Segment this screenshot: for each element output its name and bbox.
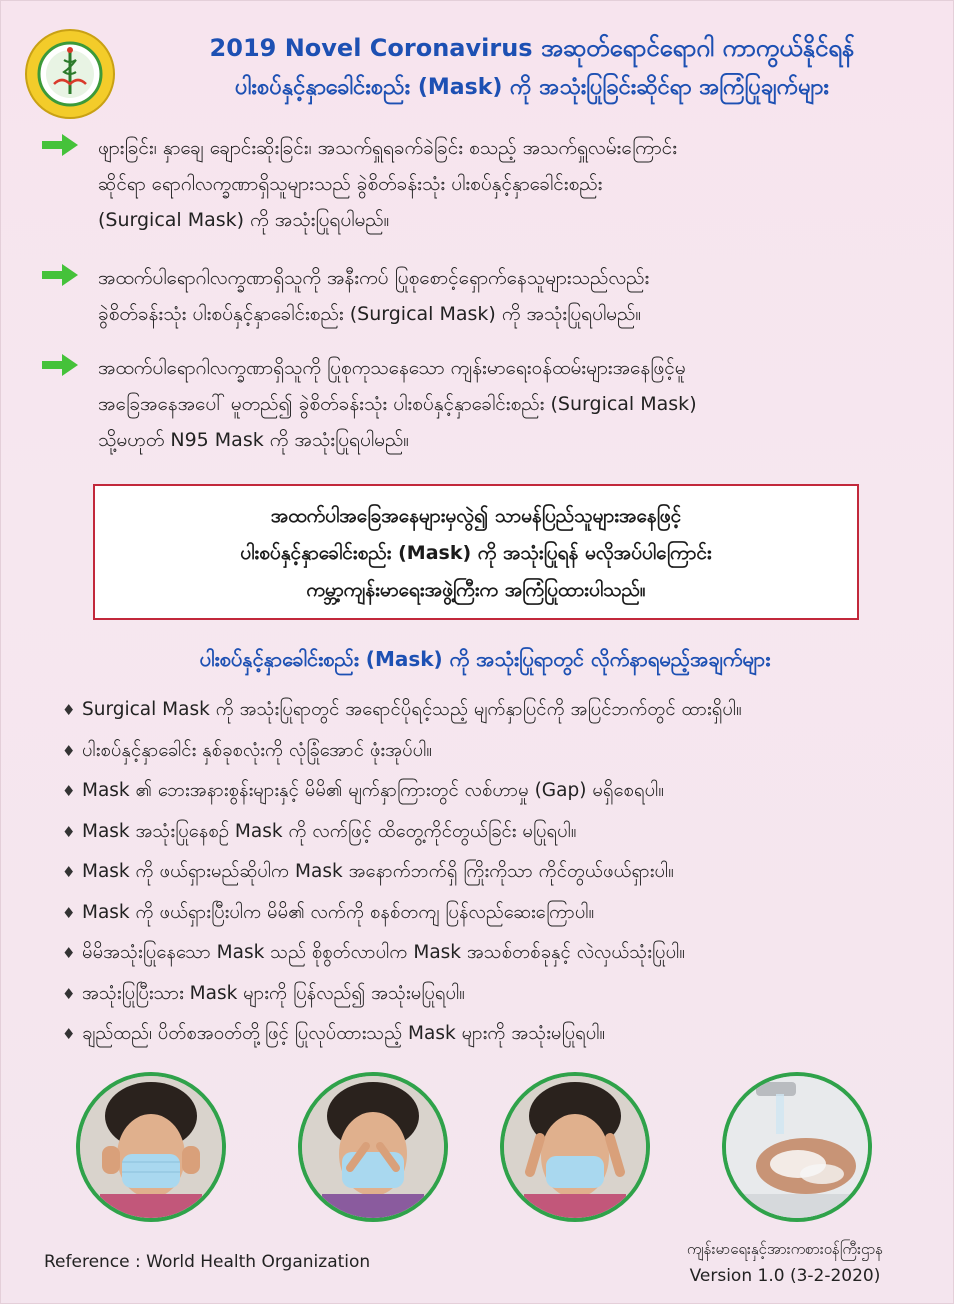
recommendation-3-line: သို့မဟုတ် N95 Mask ကို အသုံးပြုရပါမည်။ <box>98 429 410 451</box>
recommendation-1-line: ဆိုင်ရာ ရောဂါလက္ခဏာရှိသူများသည် ခွဲစိတ်ခန်းသုံး ပါးစပ်နှင့်နှာခေါင်းစည်း <box>98 173 603 195</box>
poster-title <box>122 30 942 106</box>
diamond-bullet-icon: ♦ <box>62 701 76 719</box>
notice-line: အထက်ပါအခြေအနေများမှလွဲ၍ သာမန်ပြည်သူများအနေဖြင့် <box>270 505 682 527</box>
photo-fitting-nose-strip <box>298 1072 448 1222</box>
tips-list <box>62 690 942 1055</box>
recommendation-2-line: ခွဲစိတ်ခန်းသုံး ပါးစပ်နှင့်နှာခေါင်းစည်း (Surgical Mask) ကို အသုံးပြုရပါမည်။ <box>98 303 642 325</box>
photo-putting-on-mask <box>76 1072 226 1222</box>
ministry-seal-icon <box>24 28 116 120</box>
green-arrow-icon <box>42 264 78 286</box>
reference-text: Reference : World Health Organization <box>44 1252 371 1272</box>
tip-item <box>62 812 942 853</box>
diamond-bullet-icon: ♦ <box>62 741 76 760</box>
tip-text: ချည်ထည်၊ ပိတ်စအဝတ်တို့ဖြင့် ပြုလုပ်ထားသည့် Mask များကို အသုံးမပြုရပါ။ <box>82 1023 606 1044</box>
tip-text: Mask ကို ဖယ်ရှားမည်ဆိုပါက Mask အနောက်ဘက်ရှိ ကြိုးကိုသာ ကိုင်တွယ်ဖယ်ရှားပါ။ <box>82 861 674 882</box>
tips-heading: ပါးစပ်နှင့်နှာခေါင်းစည်း (Mask) ကို အသုံးပြုရာတွင် လိုက်နာရမည့်အချက်များ <box>199 647 771 671</box>
tip-text: Mask ကို ဖယ်ရှားပြီးပါက မိမိ၏ လက်ကို စနစ်တကျ ပြန်လည်ဆေးကြောပါ။ <box>82 901 595 923</box>
diamond-bullet-icon: ♦ <box>62 1025 76 1043</box>
recommendation-1-line: ဖျားခြင်း၊ နှာချေ ချောင်းဆိုးခြင်း၊ အသက်ရှူရခက်ခဲခြင်း စသည့် အသက်ရှူလမ်းကြောင်း <box>98 137 678 159</box>
diamond-bullet-icon: ♦ <box>62 782 76 800</box>
tip-text: Surgical Mask ကို အသုံးပြုရာတွင် အရောင်ပိုရင့်သည့် မျက်နှာပြင်ကို အပြင်ဘက်တွင် ထားရှိပါ။ <box>82 699 742 720</box>
tip-item <box>62 974 942 1015</box>
photo-removing-mask-by-ear-loops <box>500 1072 650 1222</box>
tip-text: Mask ၏ ဘေးအနားစွန်းများနှင့် မိမိ၏ မျက်နှာကြားတွင် လစ်ဟာမှု (Gap) မရှိစေရပါ။ <box>82 780 664 801</box>
diamond-bullet-icon: ♦ <box>62 822 76 841</box>
recommendation-1 <box>42 130 922 238</box>
title-line-2: ပါးစပ်နှင့်နှာခေါင်းစည်း (Mask) ကို အသုံးပြုခြင်းဆိုင်ရာ အကြံပြုချက်များ <box>235 75 829 100</box>
notice-line: ကမ္ဘာ့ကျန်းမာရေးအဖွဲ့ကြီးက အကြံပြုထားပါသည်။ <box>306 579 646 601</box>
tip-item <box>62 690 942 731</box>
tip-text: Mask အသုံးပြုနေစဉ် Mask ကို လက်ဖြင့် ထိတွေ့ကိုင်တွယ်ခြင်း မပြုရပါ။ <box>82 820 577 842</box>
recommendation-2-line: အထက်ပါရောဂါလက္ခဏာရှိသူကို အနီးကပ် ပြုစုစောင့်ရှောက်နေသူများသည်လည်း <box>98 267 650 289</box>
tip-item <box>62 1014 942 1055</box>
diamond-bullet-icon: ♦ <box>62 984 76 1003</box>
diamond-bullet-icon: ♦ <box>62 903 76 922</box>
tip-text: မိမိအသုံးပြုနေသော Mask သည် စိုစွတ်လာပါက Mask အသစ်တစ်ခုနှင့် လဲလှယ်သုံးပြုပါ။ <box>82 942 685 963</box>
version-text: Version 1.0 (3-2-2020) <box>689 1266 881 1286</box>
tip-item <box>62 771 942 812</box>
recommendation-2 <box>42 260 922 332</box>
tip-item <box>62 893 942 934</box>
diamond-bullet-icon: ♦ <box>62 863 76 881</box>
tip-item <box>62 731 942 772</box>
tip-text: အသုံးပြုပြီးသား Mask များကို ပြန်လည်၍ အသုံးမပြုရပါ။ <box>82 982 465 1004</box>
green-arrow-icon <box>42 354 78 376</box>
instruction-photos <box>0 1072 954 1232</box>
recommendation-3 <box>42 350 922 458</box>
title-line-1: 2019 Novel Coronavirus အဆုတ်ရောင်ရောဂါ ကာကွယ်နိုင်ရန် <box>209 34 855 62</box>
tip-text: ပါးစပ်နှင့်နှာခေါင်း နှစ်ခုစလုံးကို လုံခြုံအောင် ဖုံးအုပ်ပါ။ <box>82 739 433 761</box>
diamond-bullet-icon: ♦ <box>62 944 76 962</box>
photo-washing-hands <box>722 1072 872 1222</box>
recommendation-1-line: (Surgical Mask) ကို အသုံးပြုရပါမည်။ <box>98 209 390 231</box>
who-notice-box <box>93 484 859 620</box>
tip-item <box>62 852 942 893</box>
recommendation-3-line: အထက်ပါရောဂါလက္ခဏာရှိသူကို ပြုစုကုသနေသော ကျန်းမာရေးဝန်ထမ်းများအနေဖြင့်မူ <box>98 357 686 379</box>
green-arrow-icon <box>42 134 78 156</box>
ministry-name: ကျန်းမာရေးနှင့်အားကစားဝန်ကြီးဌာန <box>686 1240 884 1258</box>
notice-line: ပါးစပ်နှင့်နှာခေါင်းစည်း (Mask) ကို အသုံးပြုရန် မလိုအပ်ပါကြောင်း <box>240 542 712 564</box>
recommendation-3-line: အခြေအနေအပေါ် မူတည်၍ ခွဲစိတ်ခန်းသုံး ပါးစပ်နှင့်နှာခေါင်းစည်း (Surgical Mask) <box>98 393 697 415</box>
tip-item <box>62 933 942 974</box>
